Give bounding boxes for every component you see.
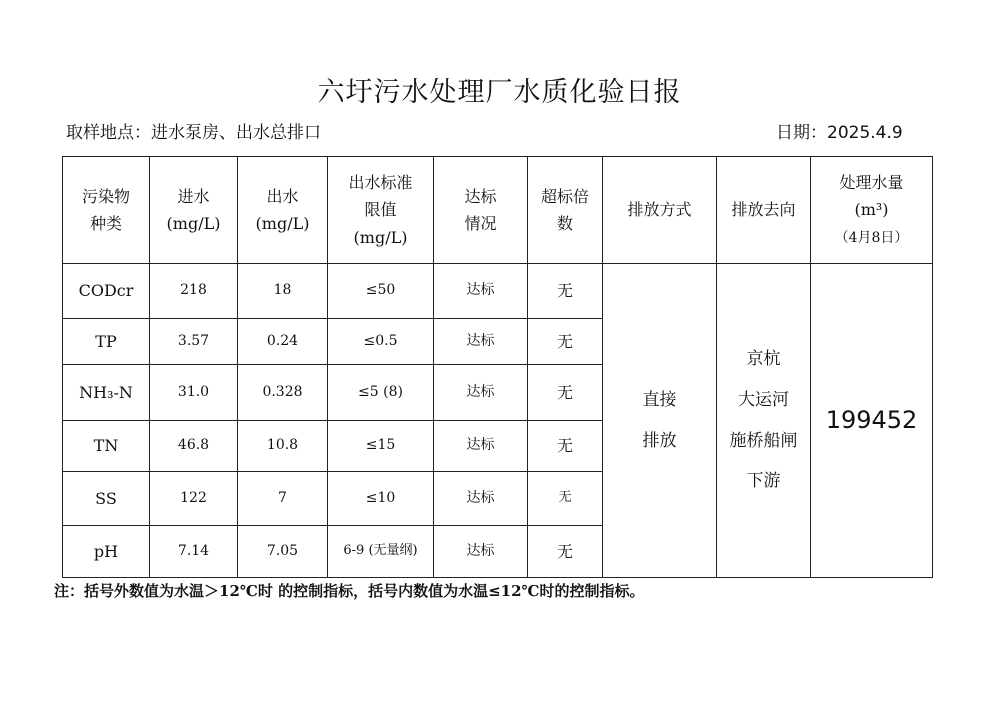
treated-volume: 199452	[811, 264, 933, 578]
limit-value: ≤10	[328, 472, 434, 526]
report-title: 六圩污水处理厂水质化验日报	[317, 77, 682, 108]
status-value: 达标	[434, 526, 528, 578]
pollutant-name: CODcr	[63, 264, 150, 319]
header-row	[63, 157, 933, 264]
inflow-value: 3.57	[150, 319, 238, 365]
header-inflow: 进水 (mg/L)	[150, 157, 238, 264]
table-row	[63, 264, 933, 319]
pollutant-name: pH	[63, 526, 150, 578]
exceed-value: 无	[528, 264, 603, 319]
inflow-value: 122	[150, 472, 238, 526]
pollutant-name: NH₃-N	[63, 365, 150, 421]
header-limit: 出水标准 限值 (mg/L)	[328, 157, 434, 264]
outflow-value: 0.24	[238, 319, 328, 365]
inflow-value: 218	[150, 264, 238, 319]
outflow-value: 10.8	[238, 421, 328, 472]
status-value: 达标	[434, 365, 528, 421]
exceed-value: 无	[528, 526, 603, 578]
limit-value: ≤50	[328, 264, 434, 319]
pollutant-name: TN	[63, 421, 150, 472]
sampling-location: 取样地点：进水泵房、出水总排口	[66, 123, 321, 143]
outflow-value: 7.05	[238, 526, 328, 578]
header-pollutant: 污染物 种类	[63, 157, 150, 264]
outflow-value: 7	[238, 472, 328, 526]
footnote: 注：括号外数值为水温＞12℃时 的控制指标，括号内数值为水温≤12℃时的控制指标。	[54, 582, 645, 600]
inflow-value: 46.8	[150, 421, 238, 472]
pollutant-name: TP	[63, 319, 150, 365]
header-volume: 处理水量 (m³) （4月8日）	[811, 157, 933, 264]
inflow-value: 7.14	[150, 526, 238, 578]
outflow-value: 18	[238, 264, 328, 319]
pollutant-name: SS	[63, 472, 150, 526]
status-value: 达标	[434, 264, 528, 319]
header-exceed: 超标倍 数	[528, 157, 603, 264]
header-discharge-direction: 排放去向	[717, 157, 811, 264]
status-value: 达标	[434, 319, 528, 365]
discharge-direction-cell: 京杭 大运河 施桥船闸 下游	[717, 264, 811, 578]
report-date: 日期：2025.4.9	[776, 123, 903, 143]
exceed-value: 无	[528, 319, 603, 365]
limit-value: ≤5 (8)	[328, 365, 434, 421]
status-value: 达标	[434, 421, 528, 472]
limit-value: ≤15	[328, 421, 434, 472]
discharge-method-cell: 直接 排放	[603, 264, 717, 578]
exceed-value: 无	[528, 472, 603, 526]
water-quality-table	[62, 156, 933, 578]
outflow-value: 0.328	[238, 365, 328, 421]
inflow-value: 31.0	[150, 365, 238, 421]
header-outflow: 出水 (mg/L)	[238, 157, 328, 264]
exceed-value: 无	[528, 421, 603, 472]
exceed-value: 无	[528, 365, 603, 421]
status-value: 达标	[434, 472, 528, 526]
header-discharge-method: 排放方式	[603, 157, 717, 264]
limit-value: ≤0.5	[328, 319, 434, 365]
header-status: 达标 情况	[434, 157, 528, 264]
limit-value: 6-9 (无量纲)	[328, 526, 434, 578]
